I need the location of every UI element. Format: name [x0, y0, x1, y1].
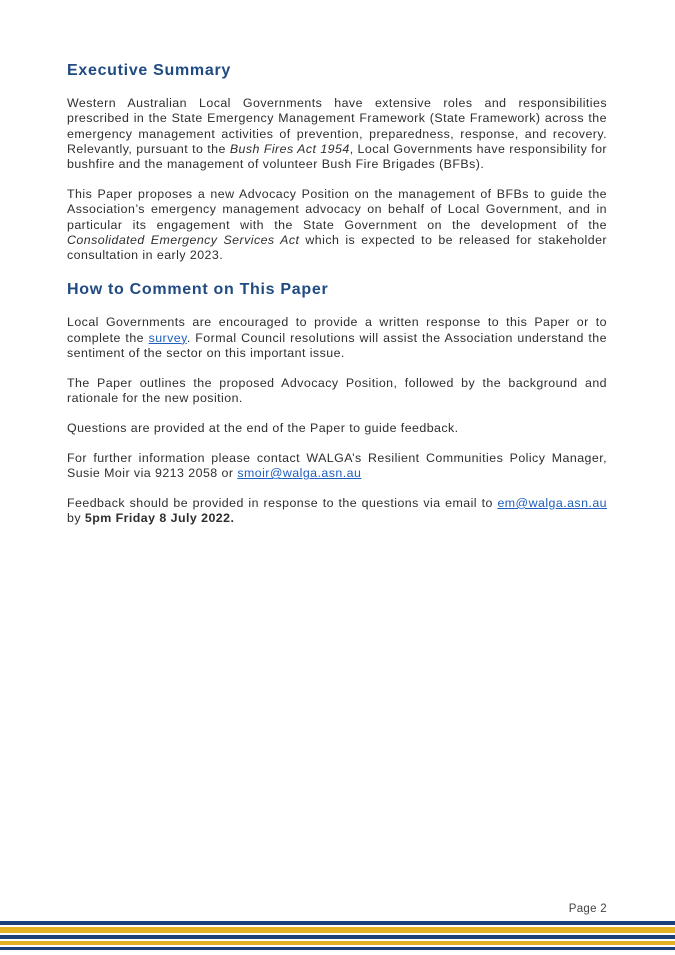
summary-p1-text-b: , Local Governments have responsibility for bushfire and the management of volunteer Bush Fire Brigades (BFBs).: [67, 141, 607, 172]
emergency-services-act-title: Consolidated Emergency Services Act: [67, 232, 300, 247]
comment-p1-text-a: Local Governments are encouraged to provide a written response to this Paper or to complete the: [67, 315, 607, 345]
comment-paragraph-5: [67, 496, 607, 527]
executive-summary-heading: Executive Summary: [67, 62, 231, 79]
summary-paragraph-2: [67, 187, 607, 263]
comment-p5-text-a: Feedback should be provided in response to the questions via email to: [67, 495, 498, 510]
page-number: Page 2: [568, 903, 607, 915]
em-email-link[interactable]: em@walga.asn.au: [497, 495, 607, 510]
bush-fires-act-title: Bush Fires Act 1954: [229, 141, 350, 156]
comment-paragraph-3: Questions are provided at the end of the Paper to guide feedback.: [67, 420, 459, 435]
page-content: [67, 60, 607, 541]
summary-p2-text-a: This Paper proposes a new Advocacy Position on the management of BFBs to guide the Association’s emergency management advocacy on behalf of Local Government, and in particular its engagement with the State Government on the development of the: [67, 186, 607, 232]
summary-p1-text-a: Western Australian Local Governments have extensive roles and responsibilities prescribed in the State Emergency Management Framework (State Framework) across the emergency management activities of prevention, preparedness, response, and recovery. Relevantly, pursuant to the: [67, 96, 607, 156]
comment-paragraph-1: [67, 315, 607, 361]
footer-stripe-navy-bottom: [0, 947, 675, 950]
survey-link[interactable]: survey: [148, 330, 187, 345]
comment-p4-text-a: For further information please contact WALGA’s Resilient Communities Policy Manager, Susie Moir via 9213 2058 or: [67, 450, 607, 481]
summary-paragraph-1: [67, 96, 607, 172]
how-to-comment-heading: How to Comment on This Paper: [67, 281, 329, 299]
comment-p1-text-b: . Formal Council resolutions will assist the Association understand the sentiment of the sector on this important issue.: [67, 330, 607, 361]
comment-paragraph-4: [67, 451, 607, 482]
footer-stripe-navy-middle: [0, 935, 675, 939]
feedback-deadline: 5pm Friday 8 July 2022.: [84, 511, 235, 526]
footer-stripe-navy-top: [0, 921, 675, 925]
summary-p2-text-b: which is expected to be released for stakeholder consultation in early 2023.: [67, 232, 608, 263]
comment-paragraph-2: The Paper outlines the proposed Advocacy Position, followed by the background and rationale for the new position.: [67, 375, 607, 406]
smoir-email-link[interactable]: smoir@walga.asn.au: [237, 466, 362, 481]
footer-stripe-gold-bottom: [0, 941, 675, 945]
footer-stripe-gold-top: [0, 927, 675, 933]
comment-p5-text-b: by: [67, 511, 85, 526]
